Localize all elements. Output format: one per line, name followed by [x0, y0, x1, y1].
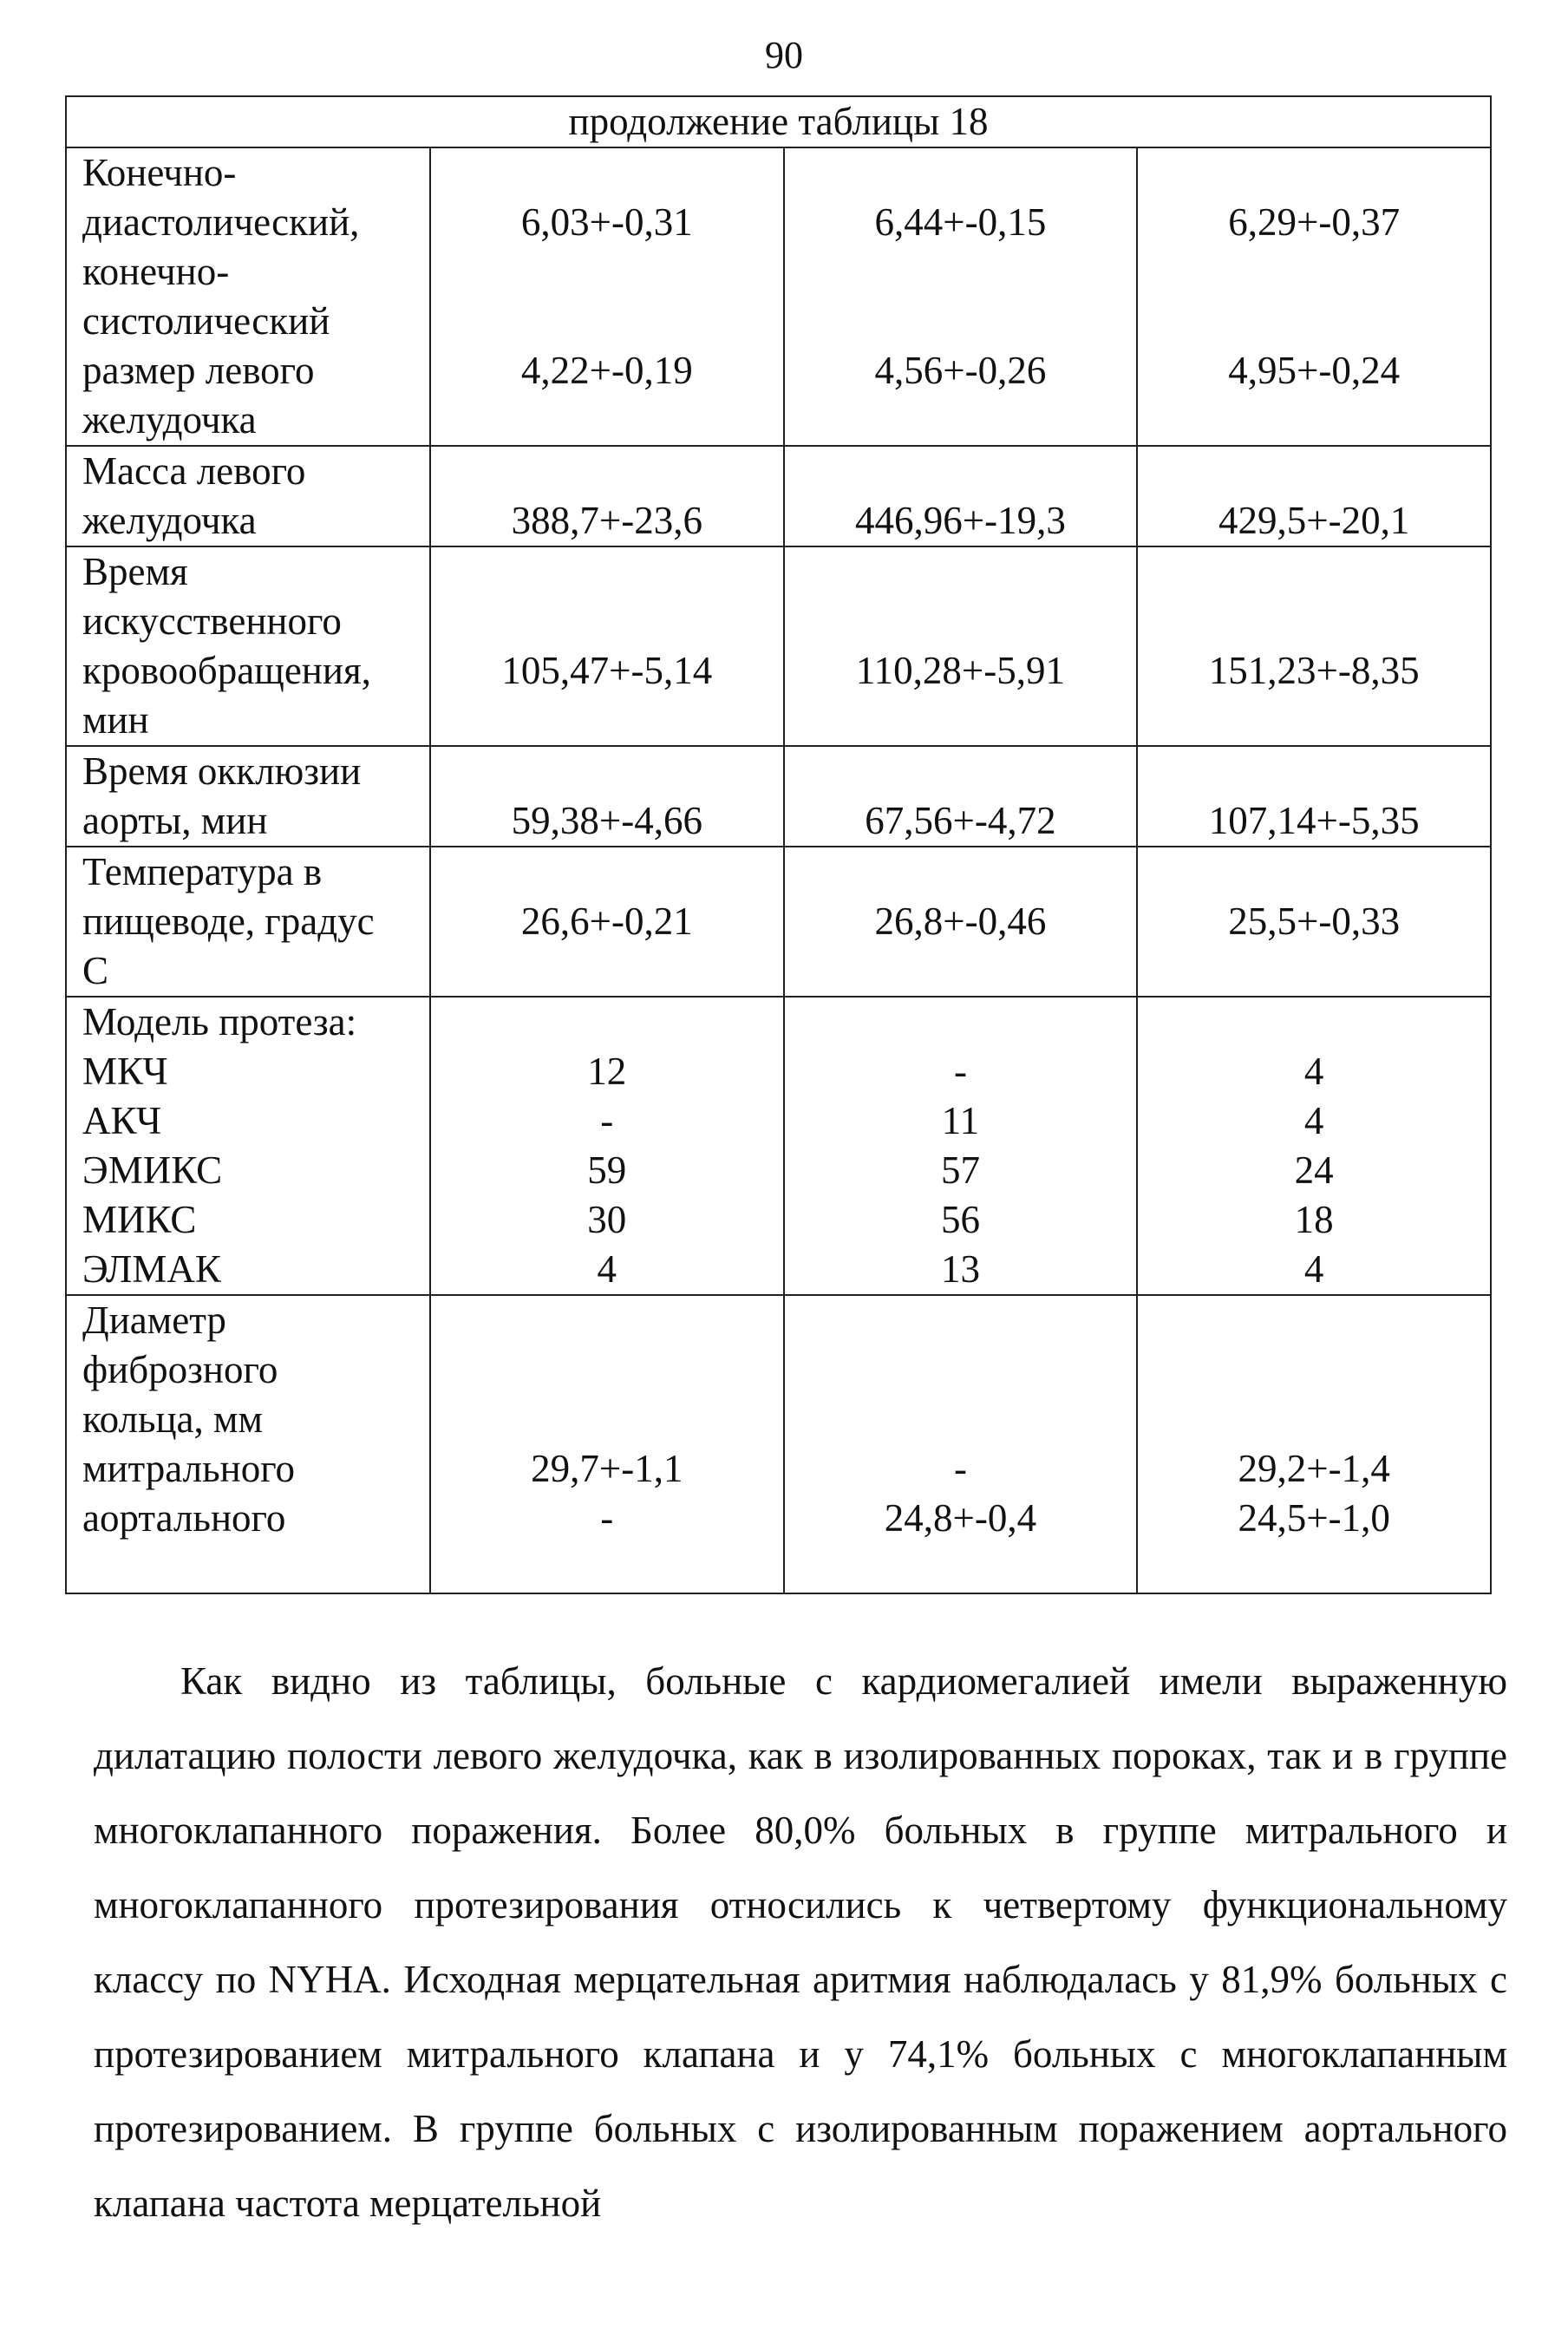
row-label-line: аорты, мин — [82, 799, 268, 842]
value-cell-group-1 — [430, 847, 784, 997]
value-cell-group-3 — [1137, 847, 1491, 997]
cell-value: 26,8+-0,46 — [874, 900, 1047, 943]
cell-value — [785, 946, 1137, 996]
table-body — [66, 96, 1491, 1593]
cell-value — [785, 148, 1137, 198]
cell-value: 4 — [597, 1247, 617, 1291]
value-cell-group-1 — [430, 1295, 784, 1593]
row-label-line: МКЧ — [82, 1050, 168, 1093]
value-cell-group-1 — [430, 446, 784, 546]
row-label-line: фиброзного — [82, 1348, 278, 1391]
row-label-line: кольца, мм — [82, 1397, 263, 1441]
value-cell-group-2 — [784, 147, 1138, 446]
row-label-line: аортального — [82, 1496, 286, 1540]
cell-value — [785, 747, 1137, 796]
table-continuation-caption: продолжение таблицы 18 — [66, 96, 1491, 147]
cell-value — [431, 1345, 783, 1395]
cell-value — [785, 297, 1137, 346]
cell-value: 4 — [1303, 1050, 1324, 1093]
row-label-line: МИКС — [82, 1198, 197, 1241]
row-label-line: мин — [82, 698, 149, 742]
cell-value — [431, 1543, 783, 1593]
cell-value — [785, 1543, 1137, 1593]
cell-value: 29,2+-1,4 — [1238, 1447, 1390, 1490]
cell-value — [431, 447, 783, 496]
value-cell-group-3 — [1137, 446, 1491, 546]
cell-value: 29,7+-1,1 — [531, 1447, 683, 1490]
table-row — [66, 997, 1491, 1295]
row-label-line: митрального — [82, 1447, 296, 1490]
row-label-line: систолический — [82, 299, 330, 343]
cell-value: 24,8+-0,4 — [884, 1496, 1037, 1540]
row-label-cell — [66, 446, 430, 546]
cell-value: 12 — [587, 1050, 627, 1093]
value-cell-group-3 — [1137, 746, 1491, 847]
table-row — [66, 546, 1491, 746]
cell-value — [785, 447, 1137, 496]
cell-value — [1138, 247, 1490, 297]
cell-value: 6,44+-0,15 — [874, 200, 1047, 244]
cell-value: 429,5+-20,1 — [1218, 499, 1410, 542]
cell-value — [1138, 1296, 1490, 1345]
row-label-line: желудочка — [82, 398, 257, 442]
cell-value — [785, 1345, 1137, 1395]
cell-value — [785, 998, 1137, 1047]
cell-value — [431, 998, 783, 1047]
cell-value — [1138, 447, 1490, 496]
cell-value — [431, 747, 783, 796]
cell-value — [1138, 847, 1490, 897]
row-label-line: Время окклюзии — [82, 749, 362, 793]
cell-value: 6,29+-0,37 — [1228, 200, 1401, 244]
cell-value: 6,03+-0,31 — [520, 200, 693, 244]
cell-value: - — [953, 1447, 967, 1490]
cell-value — [1138, 696, 1490, 745]
cell-value — [1138, 1395, 1490, 1444]
value-cell-group-2 — [784, 446, 1138, 546]
cell-value: 57 — [940, 1148, 980, 1192]
cell-value — [431, 247, 783, 297]
cell-value — [431, 148, 783, 198]
cell-value: 388,7+-23,6 — [511, 499, 702, 542]
cell-value — [785, 547, 1137, 597]
row-label-cell — [66, 147, 430, 446]
cell-value: - — [600, 1496, 614, 1540]
row-label-line: конечно- — [82, 250, 230, 293]
row-label-line — [82, 1543, 429, 1593]
cell-value — [1138, 1345, 1490, 1395]
cell-value: 67,56+-4,72 — [865, 799, 1056, 842]
cell-value: 13 — [940, 1247, 980, 1291]
row-label-cell — [66, 546, 430, 746]
value-cell-group-3 — [1137, 147, 1491, 446]
row-label-line: кровообращения, — [82, 649, 371, 692]
cell-value — [785, 597, 1137, 646]
cell-value: - — [953, 1050, 967, 1093]
cell-value — [785, 696, 1137, 745]
value-cell-group-2 — [784, 746, 1138, 847]
cell-value: 56 — [940, 1198, 980, 1241]
cell-value: 25,5+-0,33 — [1228, 900, 1401, 943]
table-row — [66, 847, 1491, 997]
body-paragraph: Как видно из таблицы, больные с кардиомегалией имели выраженную дилатацию полости левого желудочка, как в изолированных пороках, так и в группе многоклапанного поражения. Более 80,0% больных в группе митрального и многоклапанного протезирования относились к четвертому функциональному классу по NYHA. Исходная мерцательная аритмия наблюдалась у 81,9% больных с протезированием митрального клапана и у 74,1% больных с многоклапанным протезированием. В группе больных с изолированным поражением аортального клапана частота мерцательной — [94, 1659, 1507, 2225]
cell-value: 4,56+-0,26 — [874, 349, 1047, 392]
cell-value — [431, 597, 783, 646]
cell-value: 151,23+-8,35 — [1208, 649, 1420, 692]
cell-value — [431, 396, 783, 445]
value-cell-group-1 — [430, 147, 784, 446]
cell-value — [785, 247, 1137, 297]
value-cell-group-2 — [784, 847, 1138, 997]
row-label-line: ЭМИКС — [82, 1148, 223, 1192]
cell-value: 4,95+-0,24 — [1228, 349, 1401, 392]
row-label-cell — [66, 847, 430, 997]
value-cell-group-1 — [430, 746, 784, 847]
row-label-line: пищеводе, градус — [82, 900, 375, 943]
cell-value: 4 — [1303, 1099, 1324, 1142]
continuation-row — [66, 96, 1491, 147]
cell-value — [1138, 747, 1490, 796]
cell-value — [1138, 297, 1490, 346]
row-label-cell — [66, 997, 430, 1295]
cell-value — [431, 1296, 783, 1345]
cell-value: 11 — [941, 1099, 980, 1142]
cell-value: 105,47+-5,14 — [501, 649, 713, 692]
cell-value: 107,14+-5,35 — [1208, 799, 1420, 842]
cell-value: 59,38+-4,66 — [511, 799, 702, 842]
value-cell-group-1 — [430, 546, 784, 746]
cell-value — [1138, 547, 1490, 597]
cell-value — [1138, 946, 1490, 996]
row-label-line: С — [82, 949, 109, 992]
page-number: 90 — [765, 34, 803, 76]
cell-value — [1138, 1543, 1490, 1593]
cell-value — [431, 847, 783, 897]
cell-value — [431, 297, 783, 346]
row-label-line: Масса левого — [82, 449, 306, 493]
table-row — [66, 446, 1491, 546]
cell-value: 30 — [587, 1198, 627, 1241]
cell-value — [1138, 396, 1490, 445]
cell-value — [1138, 597, 1490, 646]
cell-value — [1138, 148, 1490, 198]
cell-value — [785, 1296, 1137, 1345]
value-cell-group-2 — [784, 997, 1138, 1295]
row-label-line: Модель протеза: — [82, 1000, 357, 1043]
row-label-line: ЭЛМАК — [82, 1247, 221, 1291]
cell-value — [431, 1395, 783, 1444]
cell-value: 24 — [1294, 1148, 1334, 1192]
value-cell-group-1 — [430, 997, 784, 1295]
row-label-cell — [66, 1295, 430, 1593]
data-table — [65, 95, 1492, 1594]
cell-value — [785, 396, 1137, 445]
cell-value — [431, 696, 783, 745]
row-label-line: диастолический, — [82, 200, 360, 244]
value-cell-group-3 — [1137, 546, 1491, 746]
table-row — [66, 1295, 1491, 1593]
row-label-line: Температура в — [82, 850, 323, 893]
cell-value: 4,22+-0,19 — [520, 349, 693, 392]
row-label-line: Диаметр — [82, 1299, 226, 1342]
cell-value — [431, 946, 783, 996]
cell-value: 24,5+-1,0 — [1238, 1496, 1390, 1540]
table-row — [66, 147, 1491, 446]
row-label-line: размер левого — [82, 349, 315, 392]
row-label-line: АКЧ — [82, 1099, 162, 1142]
row-label-cell — [66, 746, 430, 847]
row-label-line: Время — [82, 550, 188, 593]
cell-value — [785, 847, 1137, 897]
cell-value: 110,28+-5,91 — [855, 649, 1066, 692]
row-label-line: Конечно- — [82, 151, 237, 194]
cell-value — [431, 547, 783, 597]
row-label-line: искусственного — [82, 599, 342, 643]
cell-value — [785, 1395, 1137, 1444]
value-cell-group-2 — [784, 546, 1138, 746]
cell-value: 18 — [1294, 1198, 1334, 1241]
cell-value — [1138, 998, 1490, 1047]
value-cell-group-3 — [1137, 997, 1491, 1295]
cell-value: 4 — [1303, 1247, 1324, 1291]
row-label-line: желудочка — [82, 499, 257, 542]
value-cell-group-3 — [1137, 1295, 1491, 1593]
cell-value: 26,6+-0,21 — [520, 900, 693, 943]
cell-value: 59 — [587, 1148, 627, 1192]
cell-value: 446,96+-19,3 — [855, 499, 1066, 542]
value-cell-group-2 — [784, 1295, 1138, 1593]
cell-value: - — [600, 1099, 614, 1142]
table-row — [66, 746, 1491, 847]
